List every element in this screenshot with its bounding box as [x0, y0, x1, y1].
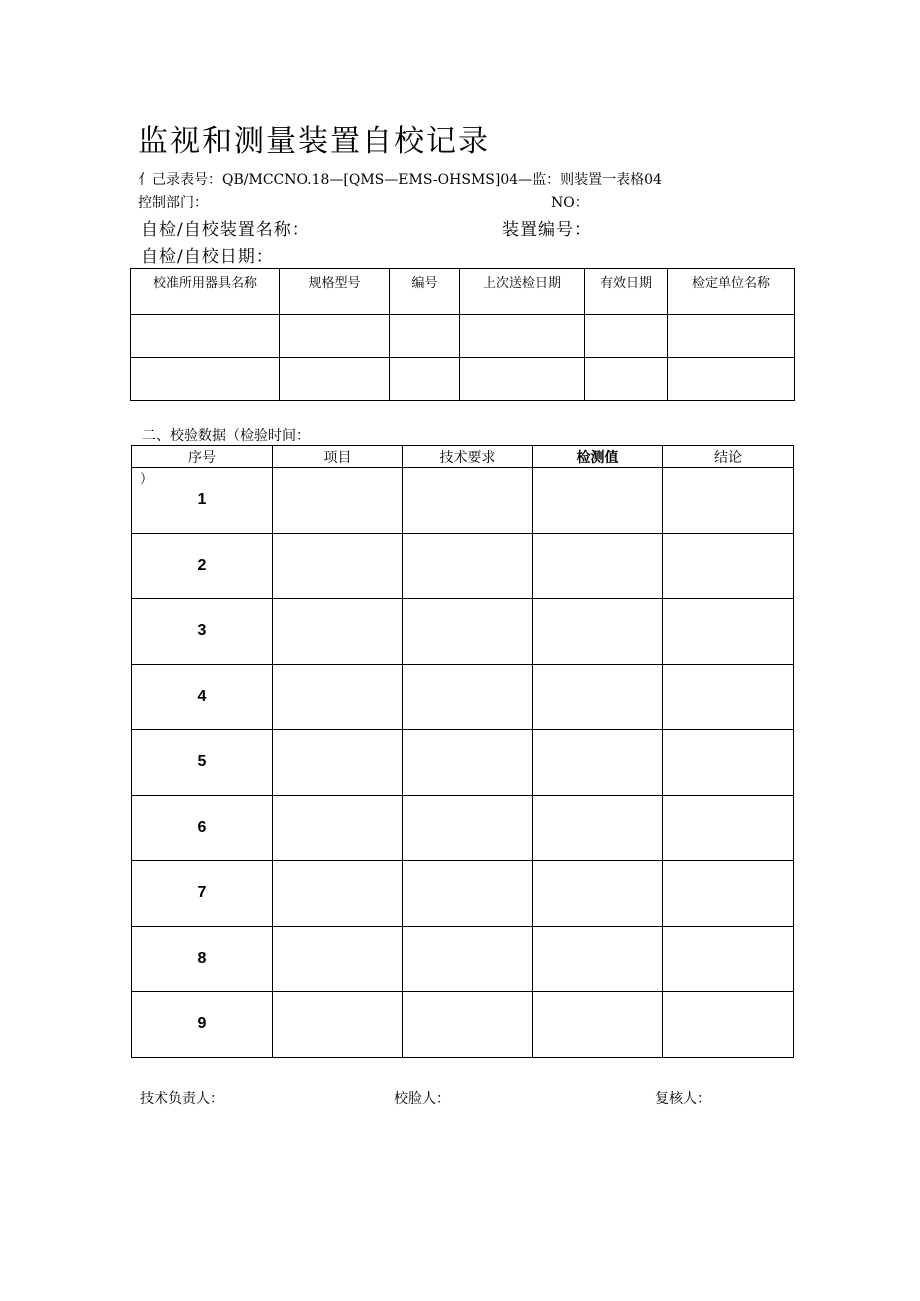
section2-paren: ）	[140, 472, 154, 487]
table-cell[interactable]	[585, 358, 668, 401]
row-number: 9	[132, 992, 273, 1058]
device-name-label: 自检/自校装置名称：	[141, 220, 310, 240]
table-cell[interactable]	[585, 315, 668, 358]
table-cell[interactable]	[390, 358, 460, 401]
table-cell[interactable]	[131, 358, 280, 401]
device-no-label: 装置编号：	[502, 220, 592, 240]
table-row	[132, 861, 794, 927]
no-label: NO：	[551, 195, 589, 211]
table-cell[interactable]	[460, 358, 585, 401]
table-cell[interactable]	[280, 358, 390, 401]
checker-signature-label: 校脸人：	[394, 1091, 450, 1107]
table-cell[interactable]	[273, 926, 403, 992]
section2-label: 二、校验数据（检验时间：	[142, 428, 310, 444]
table-cell[interactable]	[668, 358, 795, 401]
col-header: 规格型号	[280, 269, 390, 315]
row-number: 2	[132, 533, 273, 599]
table-cell[interactable]	[390, 315, 460, 358]
table-cell[interactable]	[273, 795, 403, 861]
reviewer-signature-label: 复核人：	[655, 1091, 711, 1107]
table-cell[interactable]	[533, 730, 663, 796]
row-number: 5	[132, 730, 273, 796]
col-header: 校准所用器具名称	[131, 269, 280, 315]
table-cell[interactable]	[663, 795, 794, 861]
table-row	[132, 730, 794, 796]
table-cell[interactable]	[273, 533, 403, 599]
table-cell[interactable]	[533, 599, 663, 665]
record-code: 亻己录表号：QB/MCCNO.18—[QMS—EMS-OHSMS]04—监：则装置一表格04	[138, 172, 662, 188]
table-cell[interactable]	[533, 926, 663, 992]
table-cell[interactable]	[668, 315, 795, 358]
table-cell[interactable]	[403, 468, 533, 534]
col-header: 项目	[273, 446, 403, 468]
col-header: 检定单位名称	[668, 269, 795, 315]
table-cell[interactable]	[403, 926, 533, 992]
row-number: 4	[132, 664, 273, 730]
table-cell[interactable]	[663, 992, 794, 1058]
table-cell[interactable]	[663, 926, 794, 992]
table-cell[interactable]	[273, 730, 403, 796]
table-row	[132, 599, 794, 665]
table-row	[132, 795, 794, 861]
calibration-data-table	[131, 445, 794, 1058]
table-cell[interactable]	[663, 599, 794, 665]
table-cell[interactable]	[403, 664, 533, 730]
table-row	[132, 533, 794, 599]
table-cell[interactable]	[663, 533, 794, 599]
page-title: 监视和测量装置自校记录	[138, 124, 490, 159]
table-cell[interactable]	[533, 664, 663, 730]
table-cell[interactable]	[533, 468, 663, 534]
row-number: 3	[132, 599, 273, 665]
table-row	[131, 358, 795, 401]
table-cell[interactable]	[403, 992, 533, 1058]
table-row	[132, 468, 794, 534]
instrument-table	[130, 268, 795, 401]
check-date-label: 自检/自校日期：	[141, 247, 274, 267]
table-cell[interactable]	[533, 861, 663, 927]
table-cell[interactable]	[273, 861, 403, 927]
table-row	[132, 664, 794, 730]
table-cell[interactable]	[273, 468, 403, 534]
instrument-table-header	[131, 269, 795, 315]
col-header: 检测值	[533, 446, 663, 468]
col-header: 上次送检日期	[460, 269, 585, 315]
table-cell[interactable]	[403, 861, 533, 927]
table-row	[132, 992, 794, 1058]
table-cell[interactable]	[533, 533, 663, 599]
table-cell[interactable]	[663, 730, 794, 796]
table-cell[interactable]	[533, 795, 663, 861]
table-cell[interactable]	[131, 315, 280, 358]
col-header: 技术要求	[403, 446, 533, 468]
data-table-header	[132, 446, 794, 468]
table-row	[131, 315, 795, 358]
col-header: 结论	[663, 446, 794, 468]
table-row	[132, 926, 794, 992]
table-cell[interactable]	[403, 533, 533, 599]
table-cell[interactable]	[403, 599, 533, 665]
table-cell[interactable]	[663, 861, 794, 927]
row-number: 6	[132, 795, 273, 861]
row-number-cell	[132, 468, 273, 534]
col-header: 序号	[132, 446, 273, 468]
table-cell[interactable]	[273, 664, 403, 730]
table-cell[interactable]	[663, 468, 794, 534]
tech-lead-signature-label: 技术负责人：	[140, 1091, 224, 1107]
table-cell[interactable]	[273, 992, 403, 1058]
table-cell[interactable]	[273, 599, 403, 665]
control-dept-label: 控制部门：	[138, 195, 208, 211]
row-number: 1	[197, 491, 207, 509]
table-cell[interactable]	[280, 315, 390, 358]
table-cell[interactable]	[533, 992, 663, 1058]
table-cell[interactable]	[403, 730, 533, 796]
row-number: 8	[132, 926, 273, 992]
row-number: 7	[132, 861, 273, 927]
table-cell[interactable]	[663, 664, 794, 730]
table-cell[interactable]	[403, 795, 533, 861]
col-header: 有效日期	[585, 269, 668, 315]
col-header: 编号	[390, 269, 460, 315]
table-cell[interactable]	[460, 315, 585, 358]
